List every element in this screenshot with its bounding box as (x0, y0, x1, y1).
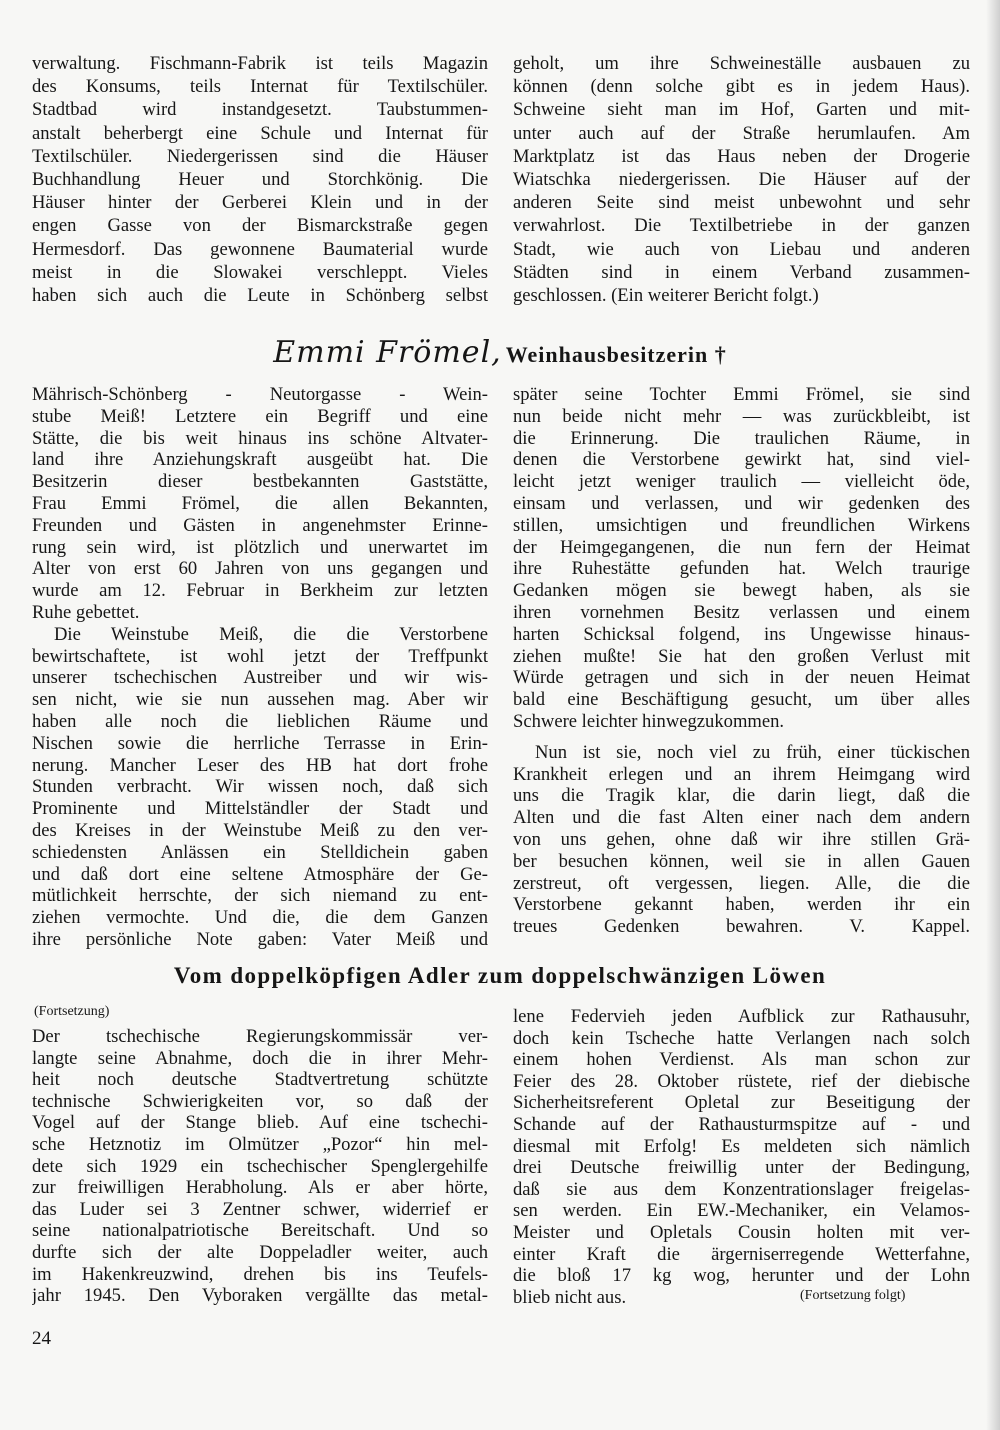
text-line: mütlichkeit herrschte, der sich niemand zu ent- (32, 885, 488, 907)
text-line: einter Kraft die ärgerniserregende Wetterfahne, (513, 1243, 970, 1265)
text-line: einsam und verlassen, und wir gedenken des (513, 492, 970, 514)
text-line: Freunden und Gästen in angenehmster Erinne- (32, 514, 488, 536)
paragraph (32, 384, 488, 624)
text-line: Städten sind in einem Verband zusammen- (513, 261, 970, 283)
text-line: Stadt, wie auch von Liebau und anderen (513, 238, 970, 260)
text-line: Mährisch-Schönberg - Neutorgasse - Wein- (32, 384, 488, 405)
text-line: Hermesdorf. Das gewonnene Baumaterial wurde (32, 238, 488, 260)
text-line: nun beide nicht mehr — was zurückbleibt, ist (513, 405, 970, 427)
text-line: sche Hetznotiz im Olmützer „Pozor“ hin mel- (32, 1133, 488, 1155)
text-line: später seine Tochter Emmi Frömel, sie sind (513, 384, 970, 405)
text-line: geholt, um ihre Schweineställe ausbauen zu (513, 53, 970, 74)
text-line: Die Weinstube Meiß, die die Verstorbene (54, 623, 488, 645)
article-3-left-column (32, 1026, 488, 1307)
paragraph (32, 624, 488, 951)
text-line: Prominente und Mittelständler der Stadt und (32, 798, 488, 820)
text-line: können (denn solche gibt es in jedem Haus). (513, 76, 970, 98)
text-line: das Luder sei 3 Zentner schwer, widerrief er (32, 1198, 488, 1220)
text-line: Frau Emmi Frömel, die allen Bekannten, (32, 492, 488, 514)
scan-edge-shadow (986, 0, 1000, 1430)
paragraph (513, 52, 970, 307)
text-line: daß sie aus dem Konzentrationslager freigelas- (513, 1178, 970, 1200)
text-line: schiedensten Anlässen ein Stelldichein gaben (32, 841, 488, 863)
article-1-right-column (513, 52, 970, 307)
text-line: des Konsums, teils Internat für Textilschüler. (32, 76, 488, 98)
text-line: Gedanken mögen sie bewegt haben, als sie (513, 580, 970, 602)
text-line: bewirtschaftete, ist wohl jetzt der Treffpunkt (32, 645, 488, 667)
text-line: verwaltung. Fischmann-Fabrik ist teils Magazin (32, 53, 488, 74)
paragraph (32, 1026, 488, 1307)
text-line: bald eine Beschäftigung gesucht, um über alles (513, 689, 970, 711)
text-line: Schweine sieht man im Hof, Garten und mit- (513, 99, 970, 121)
text-line: treues Gedenken bewahren. V. Kappel. (513, 916, 970, 938)
text-line: leicht jetzt weniger traulich — vielleicht öde, (513, 471, 970, 493)
text-line: langte seine Abnahme, doch die in ihrer Mehr- (32, 1047, 488, 1069)
text-line: sen nicht, wie sie nun aussehen mag. Aber wir (32, 689, 488, 711)
paragraph (513, 1006, 970, 1308)
text-line: land ihre Anziehungskraft ausgeübt hat. Die (32, 449, 488, 471)
text-line: seine nationalpatriotische Bereitschaft. Und so (32, 1220, 488, 1242)
to-be-continued-note: (Fortsetzung folgt) (800, 1288, 906, 1303)
text-line: Nischen sowie die herrliche Terrasse in Erin- (32, 732, 488, 754)
text-line: rung sein wird, ist plötzlich und unerwartet im (32, 536, 488, 558)
text-line: wurde am 12. Februar in Berkheim zur letzten (32, 580, 488, 602)
text-line: Meister und Opletals Cousin holten mit ver- (513, 1221, 970, 1243)
text-line: Stadtbad wird instandgesetzt. Taubstummen- (32, 99, 488, 121)
text-line: unter auch auf der Straße herumlaufen. Am (513, 122, 970, 144)
text-line: stube Meiß! Letztere ein Begriff und eine (32, 405, 488, 427)
text-line: anstalt beherbergt eine Schule und Internat für (32, 122, 488, 144)
text-line: Nun ist sie, noch viel zu früh, einer tückischen (535, 741, 970, 763)
text-line: Schande auf der Rathausturmspitze auf - und (513, 1113, 970, 1135)
text-line: blieb nicht aus. (513, 1286, 627, 1308)
text-line: des Kreises in der Weinstube Meiß zu den ver- (32, 819, 488, 841)
text-line: Ruhe gebettet. (32, 601, 140, 623)
text-line: die Erinnerung. Die traulichen Räume, in (513, 427, 970, 449)
text-line: uns die Tragik klar, die darin liegt, daß die (513, 785, 970, 807)
text-line: ziehen vermochte. Und die, die dem Ganzen (32, 907, 488, 929)
text-line: Alten und die fast Alten einer nach dem andern (513, 807, 970, 829)
paragraph-gap (513, 733, 970, 742)
text-line: geschlossen. (Ein weiterer Bericht folgt.) (513, 285, 819, 307)
text-line: lene Federvieh jeden Aufblick zur Rathausuhr, (513, 1006, 970, 1027)
text-line: technische Schwierigkeiten vor, so daß der (32, 1090, 488, 1112)
text-line: und daß dort eine seltene Atmosphäre der Ge- (32, 863, 488, 885)
text-line: ihre persönliche Note gaben: Vater Meiß und (32, 928, 488, 950)
article-3-title: Vom doppelköpfigen Adler zum doppelschwänzigen Löwen (173, 963, 827, 988)
text-line: jahr 1945. Den Vyboraken vergällte das metal- (32, 1285, 488, 1307)
text-line: Feier des 28. Oktober rüstete, rief der diebische (513, 1070, 970, 1092)
text-line: Der tschechische Regierungskommissär ver- (32, 1026, 488, 1047)
text-line: Marktplatz ist das Haus neben der Drogerie (513, 145, 970, 167)
text-line: Buchhandlung Heuer und Storchkönig. Die (32, 169, 488, 191)
text-line: der Heimgegangenen, die nun fern der Heimat (513, 536, 970, 558)
text-line: Besitzerin dieser bestbekannten Gaststätte, (32, 471, 488, 493)
text-line: Stätte, die bis weit hinaus ins schöne Altvater- (32, 427, 488, 449)
text-line: heit noch deutsche Stadtvertretung schützte (32, 1069, 488, 1091)
text-line: ziehen mußte! Sie hat den großen Verlust mit (513, 645, 970, 667)
text-line: einem hohen Verdienst. Als man schon zur (513, 1049, 970, 1071)
text-line: doch kein Tscheche hatte Verlangen nach solch (513, 1027, 970, 1049)
text-line: zerstreut, oft vergessen, liegen. Alle, die die (513, 872, 970, 894)
page-number: 24 (32, 1328, 51, 1349)
text-line: anderen Seite sind meist unbewohnt und sehr (513, 192, 970, 214)
text-line: nerung. Mancher Leser des HB hat dort frohe (32, 754, 488, 776)
text-line: im Hakenkreuzwind, drehen bis ins Teufels- (32, 1263, 488, 1285)
article-1-left-column (32, 52, 488, 307)
text-line: Krankheit erlegen und an ihrem Heimgang wird (513, 763, 970, 785)
text-line: Alter von erst 60 Jahren von uns gegangen und (32, 558, 488, 580)
text-line: denen die Verstorbene gewirkt hat, sind viel- (513, 449, 970, 471)
text-line: ihre Ruhestätte gefunden hat. Welch traurige (513, 558, 970, 580)
text-line: Verstorbene gekannt haben, werden ihr ein (513, 894, 970, 916)
text-line: zur freiwilligen Herabholung. Als er aber hörte, (32, 1177, 488, 1199)
obituary-subtitle: Weinhausbesitzerin † (505, 342, 727, 367)
text-line: harten Schicksal folgend, ins Ungewisse hinaus- (513, 623, 970, 645)
text-line: engen Gasse von der Bismarckstraße gegen (32, 215, 488, 237)
text-line: sen werden. Ein EW.-Mechaniker, ein Velamos- (513, 1200, 970, 1222)
text-line: Textilschüler. Niedergerissen sind die Häuser (32, 145, 488, 167)
text-line: Wiatschka niedergerissen. Die Häuser auf der (513, 169, 970, 191)
paragraph (513, 742, 970, 938)
text-line: die bloß 17 kg wog, herunter und der Lohn (513, 1265, 970, 1287)
text-line: haben sich auch die Leute in Schönberg selbst (32, 285, 488, 307)
obituary-heading (0, 335, 1000, 370)
text-line: von uns gehen, ohne daß wir ihre stillen Grä- (513, 828, 970, 850)
text-line: Stunden verbracht. Wir wissen noch, daß sich (32, 776, 488, 798)
text-line: verwahrlost. Die Textilbetriebe in der ganzen (513, 215, 970, 237)
article-3-right-column (513, 1006, 970, 1308)
text-line: Schwere leichter hinwegzukommen. (513, 710, 785, 732)
obituary-name: Emmi Frömel, (273, 335, 502, 370)
text-line: drei Deutsche freiwillig unter der Bedingung, (513, 1157, 970, 1179)
text-line: meist in die Slowakei verschleppt. Vieles (32, 261, 488, 283)
text-line: Würde getragen und sich in der neuen Heimat (513, 667, 970, 689)
text-line: ber besuchen können, weil sie in allen Gauen (513, 850, 970, 872)
text-line: diesmal mit Erfolg! Es meldeten sich nämlich (513, 1135, 970, 1157)
paragraph (513, 384, 970, 733)
obituary-right-column (513, 384, 970, 938)
obituary-left-column (32, 384, 488, 951)
text-line: haben alle noch die lieblichen Räume und (32, 710, 488, 732)
text-line: ihren vornehmen Besitz verlassen und einem (513, 601, 970, 623)
text-line: Häuser hinter der Gerberei Klein und in der (32, 192, 488, 214)
continuation-note: (Fortsetzung) (34, 1004, 110, 1019)
text-line: stillen, umsichtigen und freundlichen Wirkens (513, 514, 970, 536)
paragraph (32, 52, 488, 307)
text-line: Vogel auf der Stange blieb. Auf eine tschechi- (32, 1112, 488, 1134)
text-line: durfte sich der alte Doppeladler weiter, auch (32, 1241, 488, 1263)
text-line: dete sich 1929 ein tschechischer Spenglergehilfe (32, 1155, 488, 1177)
text-line: unserer tschechischen Austreiber und wir wis- (32, 667, 488, 689)
text-line: Sicherheitsreferent Opletal zur Beseitigung der (513, 1092, 970, 1114)
